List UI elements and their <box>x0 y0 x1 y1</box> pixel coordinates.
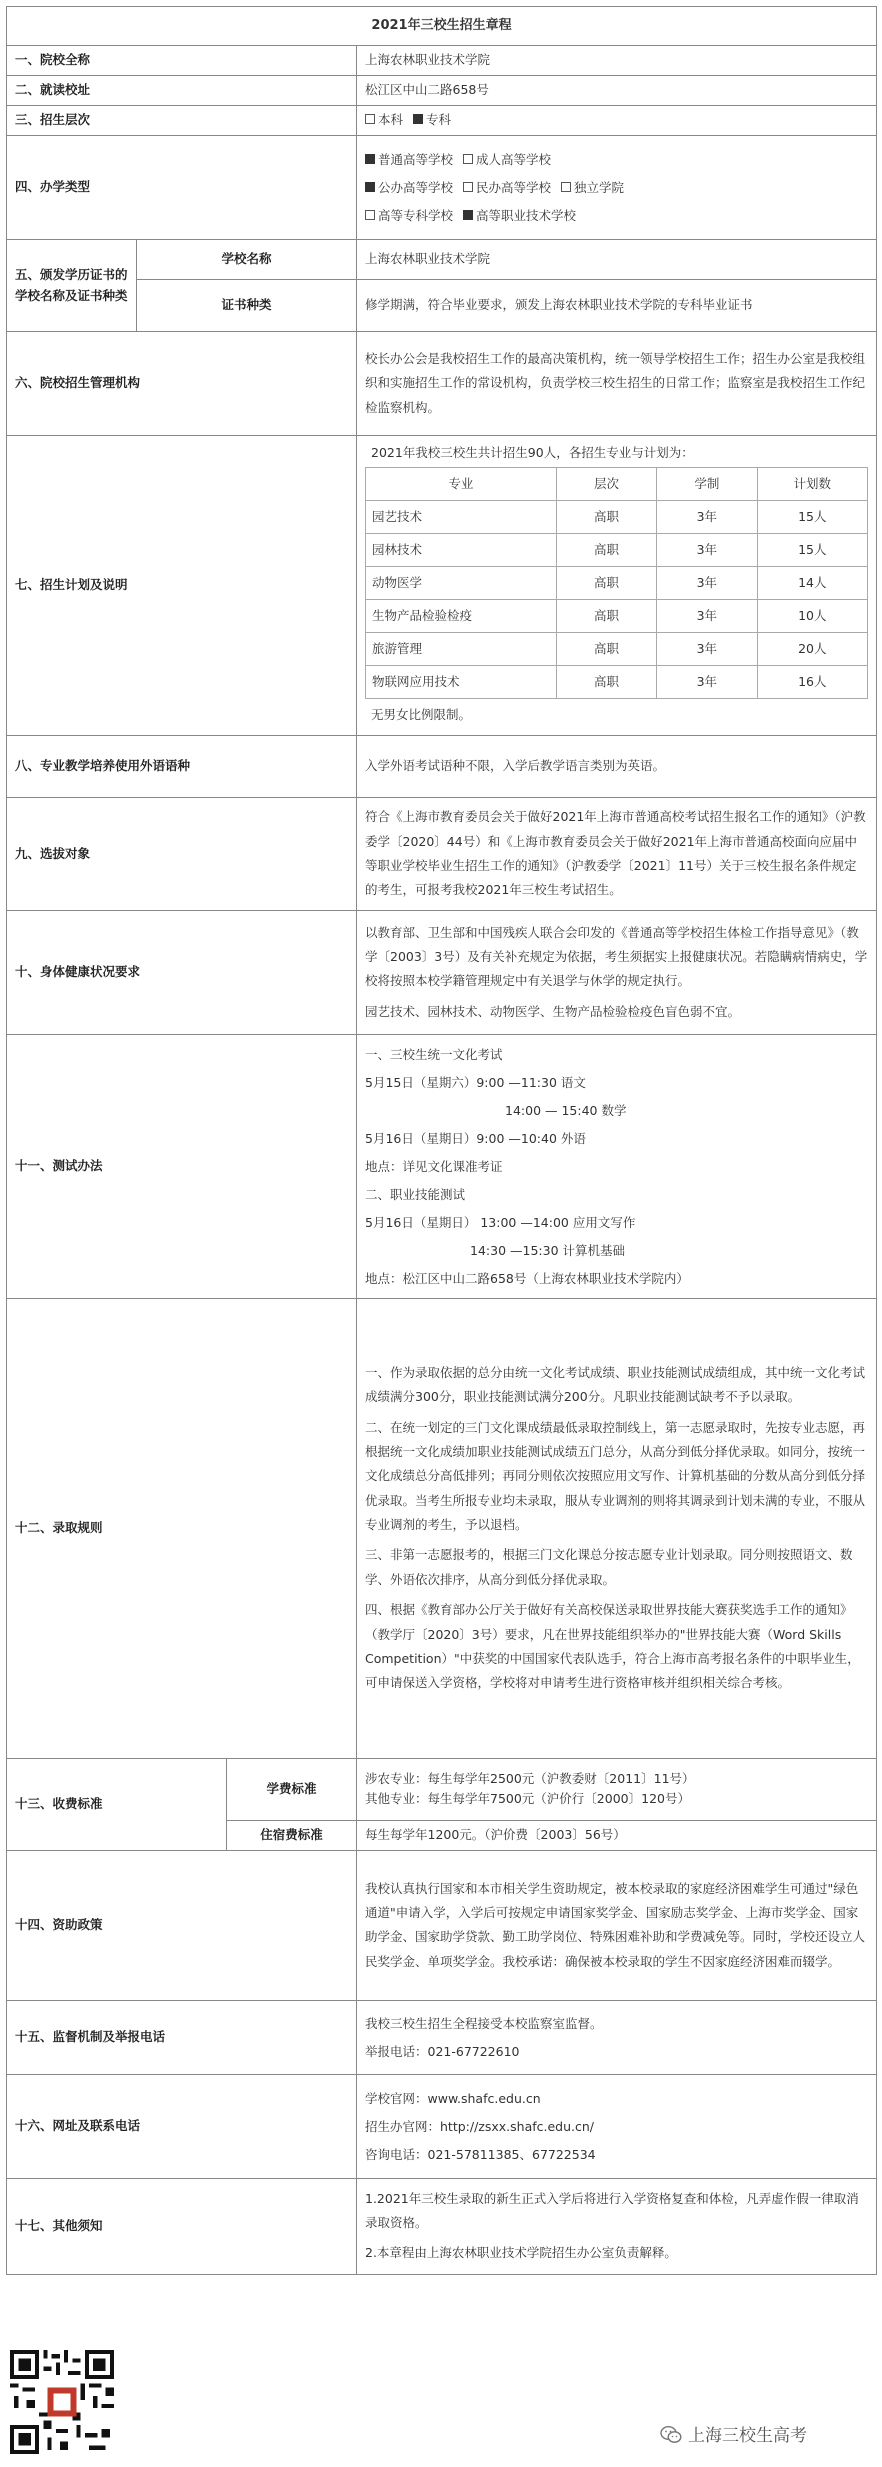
management-text: 校长办公会是我校招生工作的最高决策机构，统一领导学校招生工作；招生办公室是我校组织和实施招生工作的常设机构，负责学校三校生招生的日常工作；监察室是我校招生工作纪检监察机构。 <box>365 350 866 415</box>
checkbox-checked-icon <box>365 182 375 192</box>
health-extra-text: 园艺技术、园林技术、动物医学、生物产品检验检疫色盲色弱不宜。 <box>365 1003 741 1019</box>
admissions-table <box>6 6 877 2275</box>
schedule-line: 地点：详见文化课准考证 <box>365 1158 503 1174</box>
checkbox-icon <box>463 154 473 164</box>
plan-table <box>365 467 868 699</box>
option-undergraduate: 本科 <box>365 112 403 127</box>
admission-rules <box>357 1298 877 1758</box>
rule-paragraph: 二、在统一划定的三门文化课成绩最低录取控制线上，第一志愿录取时，先按专业志愿，再根据统一文化成绩加职业技能测试成绩五门总分，从高分到低分择优录取。如同分，按统一文化成绩总分高低排列；再同分则依次按照应用文写作、计算机基础的分数从高分到低分择优录取。当考生所报专业均未录取，服从专业调剂的则将其调录到计划未满的专业，不服从专业调剂的考生，予以退档。 <box>365 1419 866 1533</box>
table-row <box>366 566 868 599</box>
row-label: 十三、收费标准 <box>7 1758 227 1850</box>
brand-name: 上海三校生高考 <box>688 2426 807 2446</box>
dorm-fee: 每生每学年1200元。（沪价费〔2003〕56号） <box>357 1820 877 1850</box>
row-label: 十一、测试办法 <box>7 1034 357 1298</box>
table-row <box>366 500 868 533</box>
checkbox-checked-icon <box>365 154 375 164</box>
row-label: 六、院校招生管理机构 <box>7 332 357 436</box>
major-cell: 生物产品检验检疫 <box>366 599 557 632</box>
table-row <box>366 665 868 698</box>
tuition-line: 涉农专业：每生每学年2500元（沪教委财〔2011〕11号） <box>365 1770 695 1786</box>
option-label: 独立学院 <box>574 180 625 195</box>
table-row <box>366 599 868 632</box>
table-title: 2021年三校生招生章程 <box>7 7 877 46</box>
quota-cell: 20人 <box>757 632 867 665</box>
schedule-line: 14:30 —15:30 计算机基础 <box>470 1242 625 1258</box>
quota-cell: 15人 <box>757 533 867 566</box>
notes-cell <box>357 2178 877 2274</box>
admissions-website: 招生办官网：http://zsxx.shafc.edu.cn/ <box>365 2118 595 2134</box>
duration-cell: 3年 <box>657 566 757 599</box>
major-cell: 旅游管理 <box>366 632 557 665</box>
option-label: 成人高等学校 <box>476 152 552 167</box>
row-label: 十、身体健康状况要求 <box>7 910 357 1034</box>
level-cell: 高职 <box>556 566 656 599</box>
quota-cell: 16人 <box>757 665 867 698</box>
schedule-line: 14:00 — 15:40 数学 <box>505 1102 627 1118</box>
language-text: 入学外语考试语种不限，入学后教学语言类别为英语。 <box>357 736 877 798</box>
rule-paragraph: 一、作为录取依据的总分由统一文化考试成绩、职业技能测试成绩组成，其中统一文化考试成绩满分300分，职业技能测试满分200分。凡职业技能测试缺考不予以录取。 <box>365 1364 866 1405</box>
health-text: 以教育部、卫生部和中国残疾人联合会印发的《普通高等学校招生体检工作指导意见》（教学〔2003〕3号）及有关补充规定为依据，考生须据实上报健康状况。若隐瞒病情病史，学校将按照本校学籍管理规定中有关退学与休学的规定执行。 <box>365 924 868 989</box>
sub-label: 学校名称 <box>137 240 357 280</box>
checkbox-icon <box>365 210 375 220</box>
level-cell: 高职 <box>556 533 656 566</box>
option-label: 高等职业技术学校 <box>476 208 577 223</box>
header-cell: 学制 <box>657 467 757 500</box>
level-options <box>357 106 877 136</box>
schedule-line: 一、三校生统一文化考试 <box>365 1046 503 1062</box>
row-label: 四、办学类型 <box>7 136 357 240</box>
checkbox-icon <box>463 182 473 192</box>
duration-cell: 3年 <box>657 665 757 698</box>
row-label: 一、院校全称 <box>7 46 357 76</box>
campus-address: 松江区中山二路658号 <box>357 76 877 106</box>
table-row <box>366 632 868 665</box>
sub-label: 学费标准 <box>227 1758 357 1820</box>
option-label: 普通高等学校 <box>378 152 454 167</box>
footer-brand <box>660 2421 807 2450</box>
major-cell: 动物医学 <box>366 566 557 599</box>
sub-label: 证书种类 <box>137 280 357 332</box>
quota-cell: 14人 <box>757 566 867 599</box>
certificate-type: 修学期满，符合毕业要求，颁发上海农林职业技术学院的专科毕业证书 <box>357 280 877 332</box>
supervision-line: 我校三校生招生全程接受本校监察室监督。 <box>365 2015 603 2031</box>
row-label: 十七、其他须知 <box>7 2178 357 2274</box>
header-cell: 计划数 <box>757 467 867 500</box>
major-cell: 物联网应用技术 <box>366 665 557 698</box>
duration-cell: 3年 <box>657 599 757 632</box>
tuition-cell <box>357 1758 877 1820</box>
checkbox-icon <box>365 114 375 124</box>
qr-code-icon <box>10 2350 114 2454</box>
certificate-school-name: 上海农林职业技术学院 <box>357 240 877 280</box>
level-cell: 高职 <box>556 632 656 665</box>
plan-header-row <box>366 467 868 500</box>
school-full-name: 上海农林职业技术学院 <box>357 46 877 76</box>
wechat-icon <box>660 2425 682 2450</box>
schedule-line: 地点：松江区中山二路658号（上海农林职业技术学院内） <box>365 1270 689 1286</box>
plan-intro: 2021年我校三校生共计招生90人，各招生专业与计划为： <box>371 445 694 460</box>
option-label: 民办高等学校 <box>476 180 552 195</box>
schedule-line: 5月15日（星期六）9:00 —11:30 语文 <box>365 1074 586 1090</box>
row-label: 二、就读校址 <box>7 76 357 106</box>
quota-cell: 10人 <box>757 599 867 632</box>
option-label: 公办高等学校 <box>378 180 454 195</box>
table-row <box>366 533 868 566</box>
major-cell: 园林技术 <box>366 533 557 566</box>
row-label: 十六、网址及联系电话 <box>7 2074 357 2178</box>
note-line: 1.2021年三校生录取的新生正式入学后将进行入学资格复查和体检，凡弄虚作假一律取消录取资格。 <box>365 2190 859 2231</box>
school-website: 学校官网：www.shafc.edu.cn <box>365 2090 541 2106</box>
row-label: 十二、录取规则 <box>7 1298 357 1758</box>
supervision-cell <box>357 2000 877 2074</box>
plan-cell <box>357 436 877 736</box>
rule-paragraph: 四、根据《教育部办公厅关于做好有关高校保送录取世界技能大赛获奖选手工作的通知》（教学厅〔2020〕3号）要求，凡在世界技能组织举办的"世界技能大赛（Word Skills Competition）"中获奖的中国国家代表队选手，符合上海市高考报名条件的中职毕业生，可申请保送入学资格，学校将对申请考生进行资格审核并组织相关综合考核。 <box>365 1602 860 1691</box>
row-label: 七、招生计划及说明 <box>7 436 357 736</box>
row-label: 九、选拔对象 <box>7 798 357 911</box>
row-label: 三、招生层次 <box>7 106 357 136</box>
rule-paragraph: 三、非第一志愿报考的，根据三门文化课总分按志愿专业计划录取。同分则按照语文、数学、外语依次排序，从高分到低分择优录取。 <box>365 1547 853 1587</box>
row-label: 十五、监督机制及举报电话 <box>7 2000 357 2074</box>
tuition-line: 其他专业：每生每学年7500元（沪价行〔2000〕120号） <box>365 1791 690 1807</box>
major-cell: 园艺技术 <box>366 500 557 533</box>
row-label: 五、颁发学历证书的学校名称及证书种类 <box>7 240 137 332</box>
header-cell: 专业 <box>366 467 557 500</box>
row-label: 八、专业教学培养使用外语语种 <box>7 736 357 798</box>
duration-cell: 3年 <box>657 500 757 533</box>
level-cell: 高职 <box>556 599 656 632</box>
schedule-line: 二、职业技能测试 <box>365 1186 466 1202</box>
financial-aid-text: 我校认真执行国家和本市相关学生资助规定，被本校录取的家庭经济困难学生可通过"绿色通道"申请入学，入学后可按规定申请国家奖学金、国家励志奖学金、上海市奖学金、国家助学金、国家助学贷款、勤工助学岗位、特殊困难补助和学费减免等。同时，学校还设立人民奖学金、单项奖学金。我校承诺：确保被本校录取的学生不因家庭经济困难而辍学。 <box>365 1880 866 1969</box>
schedule-line: 5月16日（星期日） 13:00 —14:00 应用文写作 <box>365 1214 636 1230</box>
duration-cell: 3年 <box>657 533 757 566</box>
option-junior-college: 专科 <box>413 112 451 127</box>
checkbox-checked-icon <box>413 114 423 124</box>
consult-phone: 咨询电话：021-57811385、67722534 <box>365 2146 596 2162</box>
checkbox-icon <box>561 182 571 192</box>
plan-note: 无男女比例限制。 <box>371 706 472 722</box>
duration-cell: 3年 <box>657 632 757 665</box>
sub-label: 住宿费标准 <box>227 1820 357 1850</box>
contact-cell <box>357 2074 877 2178</box>
note-line: 2.本章程由上海农林职业技术学院招生办公室负责解释。 <box>365 2245 677 2261</box>
report-phone: 举报电话：021-67722610 <box>365 2043 520 2059</box>
level-cell: 高职 <box>556 665 656 698</box>
header-cell: 层次 <box>556 467 656 500</box>
level-cell: 高职 <box>556 500 656 533</box>
row-label: 十四、资助政策 <box>7 1850 357 2000</box>
checkbox-checked-icon <box>463 210 473 220</box>
test-schedule <box>357 1034 877 1298</box>
eligibility-text: 符合《上海市教育委员会关于做好2021年上海市普通高校考试招生报名工作的通知》（沪教委学〔2020〕44号）和《上海市教育委员会关于做好2021年上海市普通高校面向应届中等职业学校毕业生招生工作的通知》（沪教委学〔2021〕11号）关于三校生报名条件规定的考生，可报考我校2021年三校生考试招生。 <box>365 809 866 898</box>
school-type-options <box>357 136 877 240</box>
schedule-line: 5月16日（星期日）9:00 —10:40 外语 <box>365 1130 586 1146</box>
option-label: 高等专科学校 <box>378 208 454 223</box>
quota-cell: 15人 <box>757 500 867 533</box>
